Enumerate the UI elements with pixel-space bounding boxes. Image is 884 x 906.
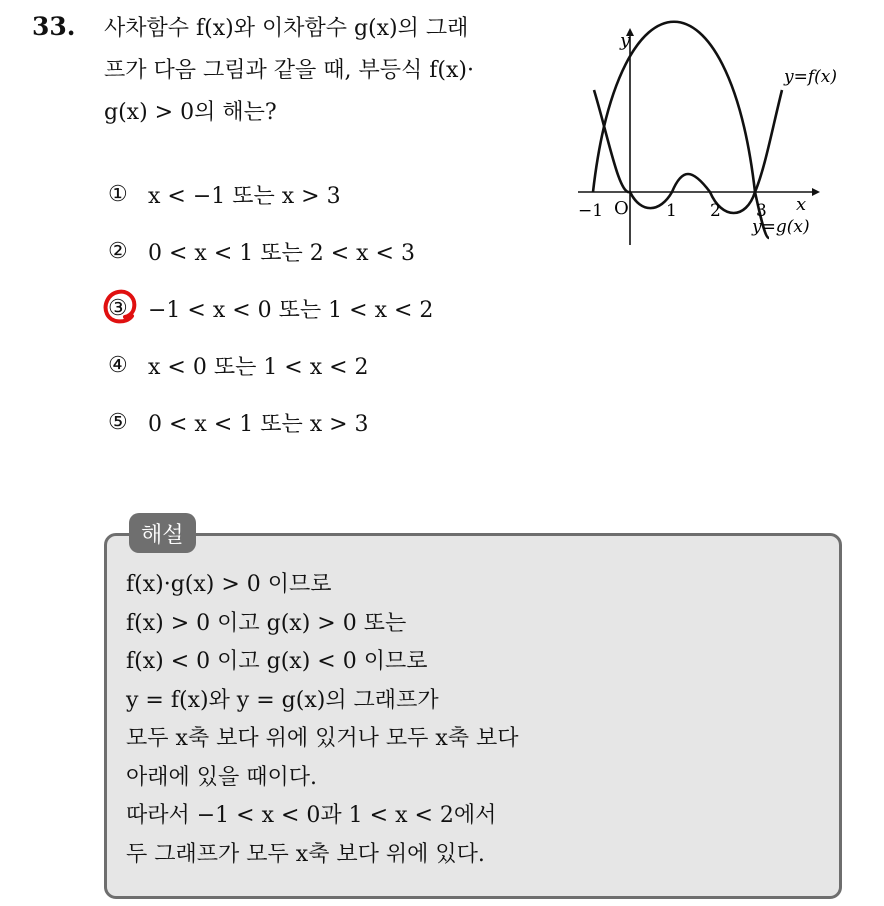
tick-label: −1 (578, 201, 604, 221)
tick-label: 3 (756, 201, 767, 221)
choice-2[interactable] (108, 223, 433, 280)
y-axis-label: y (620, 30, 631, 51)
x-axis-label: x (796, 194, 807, 215)
solution-line: f(x)·g(x) > 0 이므로 (126, 572, 332, 597)
solution-tab: 해설 (129, 513, 196, 553)
choice-text: 0 < x < 1 또는 x > 3 (148, 412, 369, 437)
f-label: y=f(x) (784, 67, 837, 87)
g-label: y=g(x) (752, 217, 810, 237)
x-axis-arrow (812, 188, 820, 196)
choice-1[interactable] (108, 166, 433, 223)
f-curve (594, 90, 782, 213)
origin-label: O (614, 198, 629, 219)
question-number: 33. (32, 12, 76, 41)
solution-line: f(x) < 0 이고 g(x) < 0 이므로 (126, 649, 428, 674)
solution-line: f(x) > 0 이고 g(x) > 0 또는 (126, 610, 407, 636)
solution-line: 모두 x축 보다 위에 있거나 모두 x축 보다 (126, 726, 519, 751)
solution-line: 따라서 −1 < x < 0과 1 < x < 2에서 (126, 803, 497, 828)
choice-5[interactable] (108, 394, 433, 451)
solution-text (126, 566, 519, 874)
solution-line: 아래에 있을 때이다. (126, 764, 317, 790)
choice-text: x < 0 또는 1 < x < 2 (148, 355, 369, 380)
tick-label: 1 (666, 201, 677, 221)
question-line: g(x) > 0의 해는? (104, 100, 277, 125)
choice-text: x < −1 또는 x > 3 (148, 184, 341, 209)
tick-label: 2 (710, 201, 721, 221)
choice-text: −1 < x < 0 또는 1 < x < 2 (148, 298, 434, 323)
choice-number: ⑤ (108, 410, 128, 435)
answer-circle-mark (101, 286, 141, 326)
question-line: 프가 다음 그림과 같을 때, 부등식 f(x)· (104, 58, 474, 83)
choice-text: 0 < x < 1 또는 2 < x < 3 (148, 241, 415, 266)
choice-number: ① (108, 182, 128, 207)
solution-line: y = f(x)와 y = g(x)의 그래프가 (126, 687, 439, 713)
answer-choices (108, 166, 433, 451)
choice-number: ④ (108, 353, 128, 378)
choice-4[interactable] (108, 337, 433, 394)
choice-3[interactable] (108, 280, 433, 337)
choice-number: ② (108, 239, 128, 264)
function-graph (574, 20, 844, 250)
question-text (104, 8, 554, 134)
choice-number: ③ (108, 296, 128, 321)
solution-line: 두 그래프가 모두 x축 보다 위에 있다. (126, 841, 485, 867)
question-line: 사차함수 f(x)와 이차함수 g(x)의 그래 (104, 16, 469, 41)
